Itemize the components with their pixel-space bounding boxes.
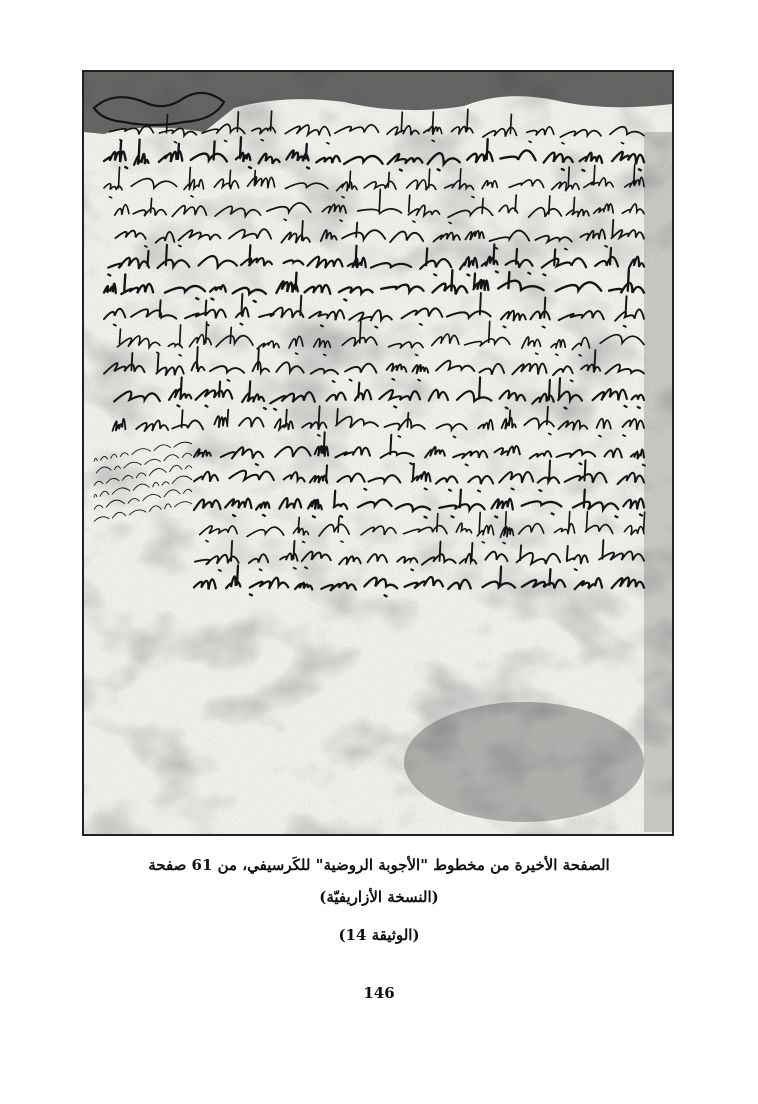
- manuscript-scan: [82, 70, 674, 836]
- figure-caption-title: الصفحة الأخيرة من مخطوط "الأجوبة الروضية" للكَرسيفي، من 61 صفحة: [148, 856, 610, 874]
- manuscript-image: [84, 72, 672, 834]
- figure-caption-document-number: (الوثيقة 14): [338, 926, 420, 944]
- figure-caption-copy: (النسخة الأزاريفيّة): [319, 888, 439, 906]
- page-number: 146: [363, 984, 395, 1002]
- right-edge-shadow: [644, 132, 672, 832]
- bottom-shadow-patch: [404, 702, 644, 822]
